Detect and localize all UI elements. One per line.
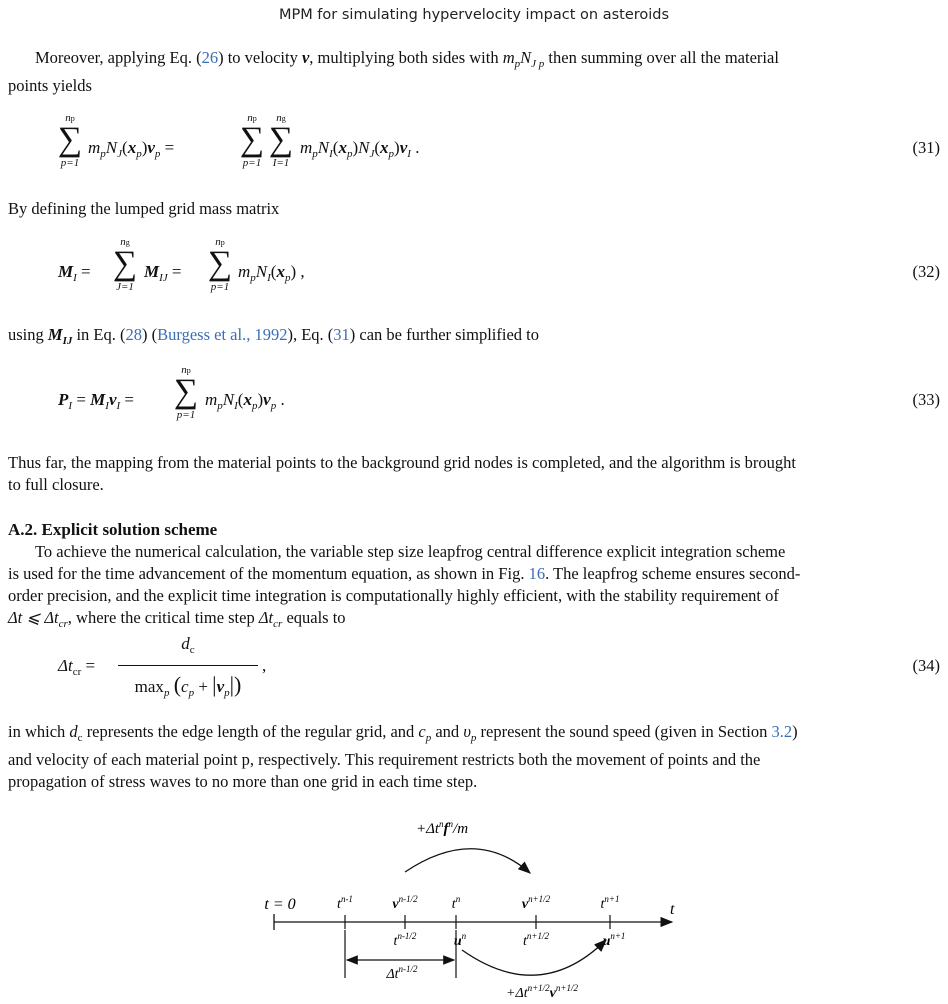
summation-symbol: ng ∑ J=1 [112,236,138,293]
equation-34-denominator: $\max_p (c_p + |v_p|)$ [134,672,242,699]
equation-number-33: (33) [912,390,940,409]
text: represents the edge length of the regular grid, and [82,722,419,741]
equation-31-rhs: $m_pN_I(x_p)N_J(x_p)v_I$ . [300,138,420,160]
equation-31 [0,112,948,182]
equation-34 [0,632,948,702]
eq-ref-28[interactable]: 28 [125,325,143,344]
summation-symbol: np ∑ p=1 [57,112,83,169]
text: ) ( [142,325,158,344]
equation-33-rhs: $m_pN_I(x_p)v_p$ . [205,390,285,412]
label-tn-1: $t^{n-1}$ [337,894,353,912]
top-arrow-label: $+\Delta t^nf^n/m$ [415,819,469,837]
summation-symbol: ng ∑ I=1 [268,112,294,169]
text: order precision, and the explicit time integration is computationally highly efficient, with the stability requirement of [8,586,779,605]
citation-burgess[interactable]: Burgess et al., 1992 [157,325,288,344]
text: , where the critical time step [67,608,259,627]
top-curved-arrow [405,849,530,873]
paragraph-3 [8,324,940,352]
text: To achieve the numerical calculation, the variable step size leapfrog central difference explicit integration scheme [35,542,786,561]
text: ) to velocity [218,48,302,67]
math-cp: $c_p$ [418,722,432,744]
section-ref-3-2[interactable]: 3.2 [771,722,793,741]
paragraph-1 [8,47,940,97]
label-vn-half-plus: $v^{n+1/2}$ [521,894,551,912]
text: By defining the lumped grid mass matrix [8,199,280,218]
eq-ref-31[interactable]: 31 [333,325,350,344]
label-tn: $t^n$ [451,894,461,912]
label-un: $u^n$ [453,931,467,949]
math-mpNJp: $m_pN_{J p}$ [502,48,545,70]
leapfrog-figure [250,810,700,1000]
text: Thus far, the mapping from the material points to the background grid nodes is completed, and the algorithm is brought [8,453,796,472]
equation-number-34: (34) [912,656,940,675]
label-t0: t = 0 [264,896,296,913]
equation-32 [0,236,948,306]
equation-33-lhs: $P_I = M_Iv_I$ = [58,390,135,412]
equation-33 [0,364,948,434]
figure-ref-16[interactable]: 16 [528,564,546,583]
equation-32-lhs: $M_I$ = [58,262,91,284]
label-un+1: $u^{n+1}$ [602,931,626,949]
section-heading: A.2. Explicit solution scheme [8,520,218,539]
text: points yields [8,76,92,95]
text: ), Eq. ( [287,325,334,344]
text: using [8,325,48,344]
bottom-arrow-label: $+\Delta t^{n+1/2}v^{n+1/2}$ [506,983,578,1000]
label-tn+1: $t^{n+1}$ [600,894,620,912]
equation-32-mid: $M_{IJ}$ = [144,262,182,284]
equation-number-31: (31) [912,138,940,157]
fraction-bar [118,665,258,666]
summation-symbol: np ∑ p=1 [239,112,265,169]
text: in Eq. ( [72,325,126,344]
text: then summing over all the material [544,48,779,67]
text: to full closure. [8,475,104,494]
text: ) [792,722,798,741]
text: ) can be further simplified to [349,325,540,344]
equation-31-lhs: $m_pN_J(x_p)v_p$ = [88,138,175,160]
paragraph-2 [8,198,940,220]
eq-ref-26[interactable]: 26 [201,48,219,67]
equation-34-numerator: $d_c$ [181,634,195,656]
running-header: MPM for simulating hypervelocity impact on asteroids [278,7,670,23]
interval-label: $\Delta t^{n-1/2}$ [386,964,418,982]
math-v: v [301,48,310,67]
label-vn-half-minus: $v^{n-1/2}$ [392,894,418,912]
text: , multiplying both sides with [309,48,503,67]
text: and [431,722,464,741]
comma: , [262,656,267,675]
math-vp: $\upsilon_p$ [463,722,477,744]
summation-symbol: np ∑ p=1 [173,364,199,421]
axis-label-t: t [670,901,675,918]
paragraph-4 [8,452,940,496]
label-tn-half-minus: $t^{n-1/2}$ [393,931,417,949]
paragraph-5 [8,541,940,635]
equation-number-32: (32) [912,262,940,281]
text: propagation of stress waves to no more than one grid in each time step. [8,772,478,791]
text: is used for the time advancement of the momentum equation, as shown in Fig. [8,564,529,583]
text: equals to [282,608,346,627]
paragraph-6 [8,721,940,793]
equation-34-lhs: $\Delta t_{cr}$ = [58,656,96,678]
math-MIJ: $M_{IJ}$ [47,325,73,347]
label-tn-half-plus: $t^{n+1/2}$ [523,931,549,949]
math-stability: Δt ⩽ $\Delta t_{cr}$ [8,608,68,630]
math-dc: $d_c$ [69,722,83,744]
bottom-curved-arrow [462,940,606,975]
text: Moreover, applying Eq. ( [35,48,202,67]
summation-symbol: np ∑ p=1 [207,236,233,293]
equation-32-rhs: $m_pN_I(x_p)$ , [238,262,305,284]
text: represent the sound speed (given in Section [476,722,772,741]
text: . The leapfrog scheme ensures second- [545,564,801,583]
text: and velocity of each material point p, respectively. This requirement restricts both the movement of points and the [8,750,761,769]
text: in which [8,722,70,741]
math-dtcr: $\Delta t_{cr}$ [258,608,283,630]
